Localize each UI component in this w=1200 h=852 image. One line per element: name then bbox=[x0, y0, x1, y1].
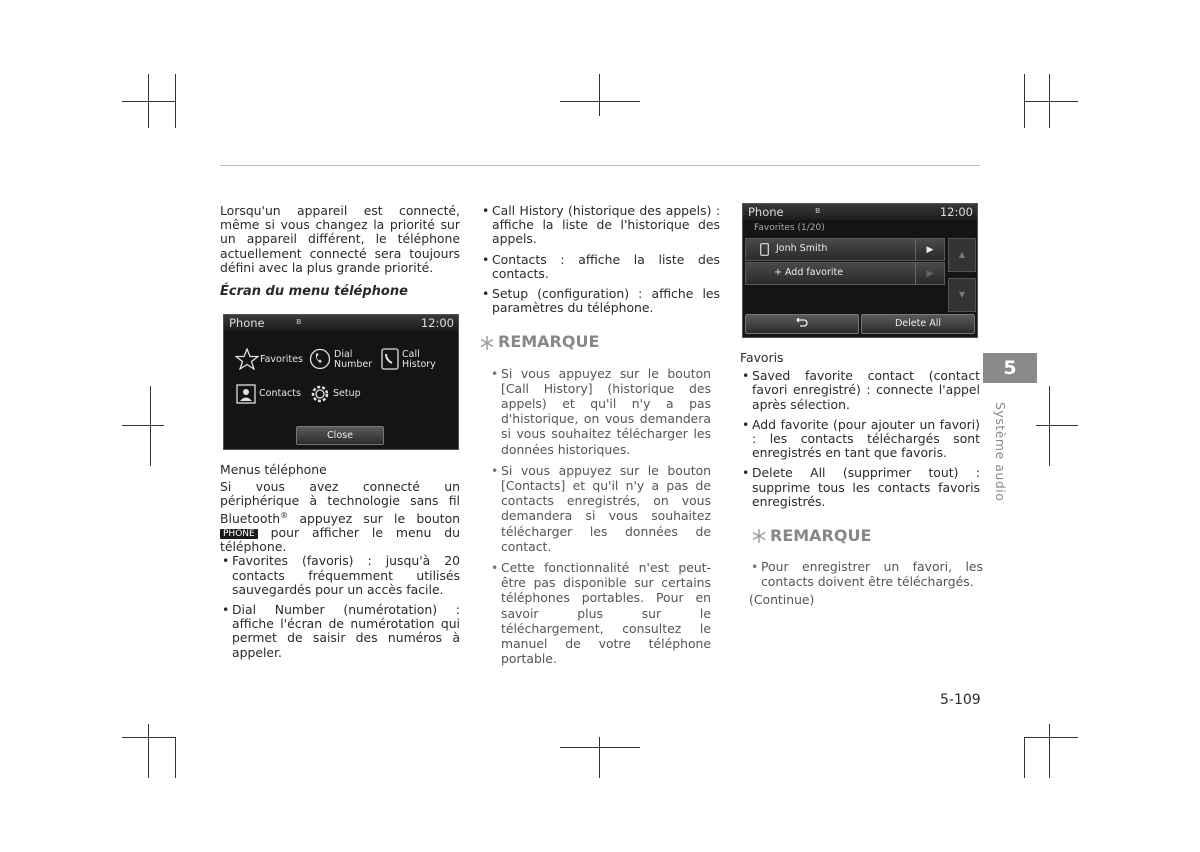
call-history-label-line2: History bbox=[402, 359, 436, 370]
scroll-down-button[interactable]: ▼ bbox=[948, 278, 976, 312]
crop-mark bbox=[1024, 737, 1078, 738]
menus-text-3: pour afficher le menu du téléphone. bbox=[220, 524, 460, 555]
contacts-icon[interactable] bbox=[236, 384, 256, 404]
note-item: • Cette fonctionnalité n'est peut-être pas disponible sur certains téléphones portables. Pour en savoir plus sur le téléchargement, consultez le manuel de votre téléphone portable. bbox=[489, 560, 711, 666]
star-icon[interactable] bbox=[235, 348, 259, 370]
screen-title: Phone bbox=[748, 205, 784, 219]
function-bullet: • Setup (configuration) : affiche les paramètres du téléphone. bbox=[480, 287, 720, 315]
add-favorite-label: + Add favorite bbox=[774, 267, 844, 278]
chapter-label: Système audio bbox=[993, 402, 1008, 502]
snowflake-icon bbox=[480, 336, 494, 350]
chapter-tab: 5 bbox=[983, 353, 1037, 383]
favoris-bullet: • Add favorite (pour ajouter un favori) : les contacts téléchargés sont enregistrés en tant que favoris. bbox=[740, 418, 980, 461]
note-item: • Pour enregistrer un favori, les contacts doivent être téléchargés. bbox=[749, 559, 983, 589]
screen-status-bar bbox=[743, 204, 977, 220]
crop-mark bbox=[1036, 425, 1078, 426]
note-item: • Si vous appuyez sur le bouton [Contacts] et qu'il n'y a pas de contacts enregistrés, on vous demandera si vous souhaitez télécharger les données de contact. bbox=[489, 463, 711, 554]
scroll-up-button[interactable]: ▲ bbox=[948, 238, 976, 272]
function-bullet: • Call History (historique des appels) : affiche la liste de l'historique des appels. bbox=[480, 204, 720, 247]
play-icon[interactable]: ▶ bbox=[915, 239, 944, 260]
menu-bullet: • Favorites (favoris) : jusqu'à 20 contacts fréquemment utilisés sauvegardés pour un accès facile. bbox=[220, 554, 460, 597]
crop-mark bbox=[122, 425, 164, 426]
middle-column bbox=[480, 204, 720, 666]
function-bullet: • Contacts : affiche la liste des contacts. bbox=[480, 253, 720, 281]
favorite-contact-row[interactable] bbox=[745, 238, 945, 261]
crop-mark bbox=[560, 101, 640, 102]
dial-number-label[interactable] bbox=[334, 350, 372, 370]
phone-icon bbox=[760, 243, 769, 256]
crop-mark bbox=[122, 101, 176, 102]
favoris-title: Favoris bbox=[740, 350, 784, 365]
screen-title: Phone bbox=[229, 316, 265, 330]
setup-label[interactable]: Setup bbox=[333, 388, 361, 399]
menus-text-1: Si vous avez connecté un périphérique à technologie sans fil Bluetooth bbox=[220, 479, 460, 526]
header-rule bbox=[220, 165, 980, 166]
screen-status-bar bbox=[224, 315, 458, 331]
menus-section bbox=[220, 463, 460, 660]
contacts-label[interactable]: Contacts bbox=[259, 388, 301, 399]
crop-mark bbox=[1024, 737, 1025, 778]
snowflake-icon bbox=[752, 529, 766, 543]
delete-all-button[interactable]: Delete All bbox=[861, 314, 975, 334]
phone-menu-screen bbox=[223, 314, 459, 450]
favorite-contact-name: Jonh Smith bbox=[776, 243, 828, 254]
right-column bbox=[740, 350, 983, 607]
favorites-header: Favorites (1/20) bbox=[754, 223, 825, 233]
close-button[interactable]: Close bbox=[296, 426, 384, 445]
favoris-bullet: • Delete All (supprimer tout) : supprime tous les contacts favoris enregistrés. bbox=[740, 466, 980, 509]
favorites-screen bbox=[742, 203, 978, 338]
play-icon[interactable]: ▶ bbox=[915, 263, 944, 284]
screen-time: 12:00 bbox=[939, 205, 973, 219]
section-heading: Écran du menu téléphone bbox=[220, 284, 408, 300]
notes-list bbox=[480, 366, 711, 667]
remarque-heading bbox=[480, 332, 720, 352]
crop-mark bbox=[599, 74, 600, 116]
dial-number-label-line1: Dial bbox=[334, 349, 353, 360]
remarque-heading bbox=[752, 526, 980, 546]
dial-number-label-line2: Number bbox=[334, 359, 373, 370]
screen-time: 12:00 bbox=[420, 316, 454, 330]
phone-button-tag: PHONE bbox=[220, 529, 258, 539]
call-history-label-line1: Call bbox=[402, 349, 420, 360]
crop-mark bbox=[599, 737, 600, 778]
menus-text-2: appuyez sur le bouton bbox=[288, 510, 460, 526]
call-history-label[interactable] bbox=[402, 350, 436, 370]
menu-bullet: • Dial Number (numérotation) : affiche l'écran de numérotation qui permet de saisir des numéros à appeler. bbox=[220, 603, 460, 660]
remarque-label: REMARQUE bbox=[498, 332, 600, 352]
crop-mark bbox=[1049, 386, 1050, 466]
crop-mark bbox=[150, 386, 151, 466]
crop-mark bbox=[122, 737, 176, 738]
back-arrow-icon bbox=[796, 317, 808, 327]
favoris-bullet: • Saved favorite contact (contact favori enregistré) : connecte l'appel après sélection. bbox=[740, 369, 980, 412]
menus-paragraph bbox=[220, 480, 460, 554]
dial-icon[interactable] bbox=[309, 348, 331, 370]
crop-mark bbox=[1049, 724, 1050, 778]
continue-label: (Continue) bbox=[749, 591, 815, 607]
bluetooth-icon: ʙ bbox=[815, 206, 821, 216]
add-favorite-row[interactable] bbox=[745, 262, 945, 285]
bluetooth-icon: ʙ bbox=[296, 317, 302, 327]
page-number: 5-109 bbox=[940, 692, 981, 708]
gear-icon[interactable] bbox=[309, 383, 331, 405]
left-column bbox=[220, 204, 460, 299]
call-history-icon[interactable] bbox=[381, 348, 399, 370]
remarque-label: REMARQUE bbox=[770, 526, 872, 546]
back-button[interactable] bbox=[745, 314, 859, 334]
intro-paragraph: Lorsqu'un appareil est connecté, même si vous changez la priorité sur un appareil différent, le téléphone actuellement connecté sera toujours défini avec la plus grande priorité. bbox=[220, 203, 460, 275]
crop-mark bbox=[148, 724, 149, 778]
favorites-label[interactable]: Favorites bbox=[260, 354, 303, 365]
menus-title: Menus téléphone bbox=[220, 462, 327, 477]
note-item: • Si vous appuyez sur le bouton [Call History] (historique des appels) et qu'il n'y a pas d'historique, on vous demandera si vous souhaitez télécharger les données historiques. bbox=[489, 366, 711, 457]
crop-mark bbox=[560, 747, 640, 748]
crop-mark bbox=[1024, 101, 1078, 102]
registered-mark: ® bbox=[280, 510, 289, 520]
crop-mark bbox=[175, 737, 176, 778]
